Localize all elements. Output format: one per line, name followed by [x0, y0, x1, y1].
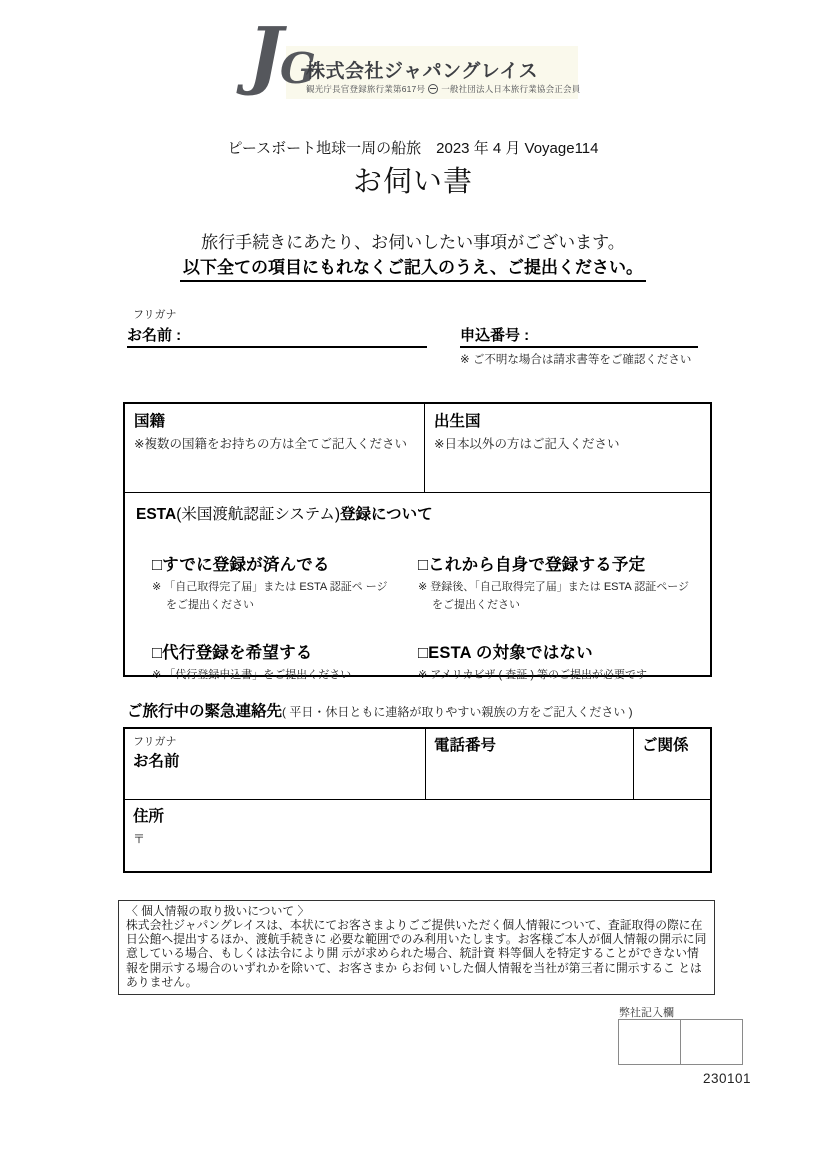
table-row: [125, 404, 710, 493]
nationality-label: 国籍: [134, 413, 166, 430]
applicant-name-label: お名前 :: [127, 327, 182, 344]
booking-number-note: ※ ご不明な場合は請求書等をご確認ください: [460, 354, 692, 366]
birth-country-note: ※日本以外の方はご記入ください: [434, 437, 620, 451]
checkbox-esta-self-register[interactable]: □: [418, 556, 429, 574]
postal-mark: 〒: [133, 832, 146, 846]
emergency-relation-label: ご関係: [642, 737, 689, 754]
emergency-contact-title: ご旅行中の緊急連絡先: [127, 703, 283, 720]
esta-option-self-register-label: これから自身で登録する予定: [428, 556, 646, 574]
voyage-subtitle: ピースボート地球一周の船旅 2023 年 4 月 Voyage114: [227, 140, 599, 157]
jata-mark-icon: [428, 84, 438, 94]
esta-option-not-applicable-note: ※ アメリカビザ ( 査証 ) 等のご提出が必要です: [418, 669, 648, 681]
esta-option-not-applicable-label: ESTA の対象ではない: [428, 644, 593, 662]
esta-option-registered-label: すでに登録が済んでる: [162, 556, 330, 574]
document-code: 230101: [703, 1071, 752, 1086]
office-use-cell-2[interactable]: [681, 1020, 742, 1064]
esta-option-self-register-note2: をご提出ください: [432, 599, 520, 611]
esta-option-registered-note2: をご提出ください: [166, 599, 254, 611]
esta-heading: ESTA(米国渡航認証システム)登録について: [136, 506, 433, 523]
nationality-cell[interactable]: [125, 404, 425, 492]
checkbox-esta-not-applicable[interactable]: □: [418, 644, 429, 662]
instruction-text: 以下全ての項目にもれなくご記入のうえ、ご提出ください。: [0, 253, 826, 282]
esta-option-proxy-note: ※ 「代行登録申込書」をご提出ください: [152, 669, 352, 681]
emergency-contact-heading: [127, 699, 633, 721]
esta-option-proxy: [152, 639, 418, 682]
esta-option-proxy-label: 代行登録を希望する: [162, 644, 313, 662]
emergency-relation-cell[interactable]: [634, 729, 710, 799]
esta-option-self-register: [418, 551, 699, 612]
table-row: [125, 729, 710, 800]
emergency-address-label: 住所: [133, 808, 165, 825]
emergency-contact-title-note: ( 平日・休日ともに連絡が取りやすい親族の方をご記入ください ): [282, 705, 633, 719]
emergency-address-cell[interactable]: [125, 800, 710, 871]
emergency-name-cell[interactable]: [125, 729, 426, 799]
checkbox-esta-registered[interactable]: □: [152, 556, 163, 574]
office-use-box: [618, 1019, 743, 1065]
privacy-notice-body: 株式会社ジャパングレイスは、本状にてお客さまよりごご提供いただく個人情報について、査証取得の際に在日公館へ提出するほか、渡航手続きに 必要な範囲でのみ利用いたします。お客様ご本人が個人情報の開示に同意している場合、もしくは法令により開 示が求められた場合、統計資 料等個人を特定することができない情報を開示する場合のいずれかを除いて、お客さまか らお伺 いした個人情報を当社が第三者に開示するこ とはありません。: [126, 918, 707, 989]
nationality-note: ※複数の国籍をお持ちの方は全てご記入ください: [134, 437, 407, 451]
esta-section: [125, 493, 710, 681]
emergency-furigana-label: フリガナ: [133, 736, 177, 748]
esta-options: [152, 551, 699, 682]
birth-country-cell[interactable]: [425, 404, 710, 492]
company-registration-line: [306, 83, 580, 95]
company-logo: [248, 12, 588, 102]
esta-option-not-applicable: [418, 639, 699, 682]
privacy-notice-title: 〈 個人情報の取り扱いについて 〉: [126, 904, 310, 918]
esta-option-registered: [152, 551, 418, 612]
office-use-cell-1[interactable]: [619, 1020, 681, 1064]
booking-number-field[interactable]: [460, 324, 698, 348]
logo-mark-g: G: [280, 44, 316, 93]
company-name: 株式会社ジャパングレイス: [306, 61, 539, 82]
checkbox-esta-proxy[interactable]: □: [152, 644, 163, 662]
esta-option-registered-note: ※ 「自己取得完了届」または ESTA 認証ペ ージ: [152, 581, 388, 593]
nationality-esta-table: [123, 402, 712, 681]
registration-number: 観光庁長官登録旅行業第617号: [306, 84, 426, 94]
association-membership: 一般社団法人日本旅行業協会正会員: [441, 84, 581, 94]
logo-mark-j: J: [248, 12, 284, 98]
booking-number-label: 申込番号 :: [460, 327, 530, 344]
intro-text: 旅行手続きにあたり、お伺いしたい事項がございます。: [201, 233, 625, 252]
birth-country-label: 出生国: [434, 413, 481, 430]
office-use-label: 弊社記入欄: [619, 1007, 674, 1019]
emergency-name-label: お名前: [133, 753, 180, 770]
applicant-furigana-label: フリガナ: [133, 309, 177, 321]
emergency-phone-cell[interactable]: [426, 729, 634, 799]
esta-option-self-register-note: ※ 登録後、「自己取得完了届」または ESTA 認証ページ: [418, 581, 689, 593]
emergency-contact-table: [123, 727, 712, 873]
applicant-name-field[interactable]: [127, 324, 427, 348]
page-title: お伺い書: [352, 166, 473, 198]
privacy-notice-box: [118, 900, 715, 995]
emergency-phone-label: 電話番号: [434, 737, 497, 754]
